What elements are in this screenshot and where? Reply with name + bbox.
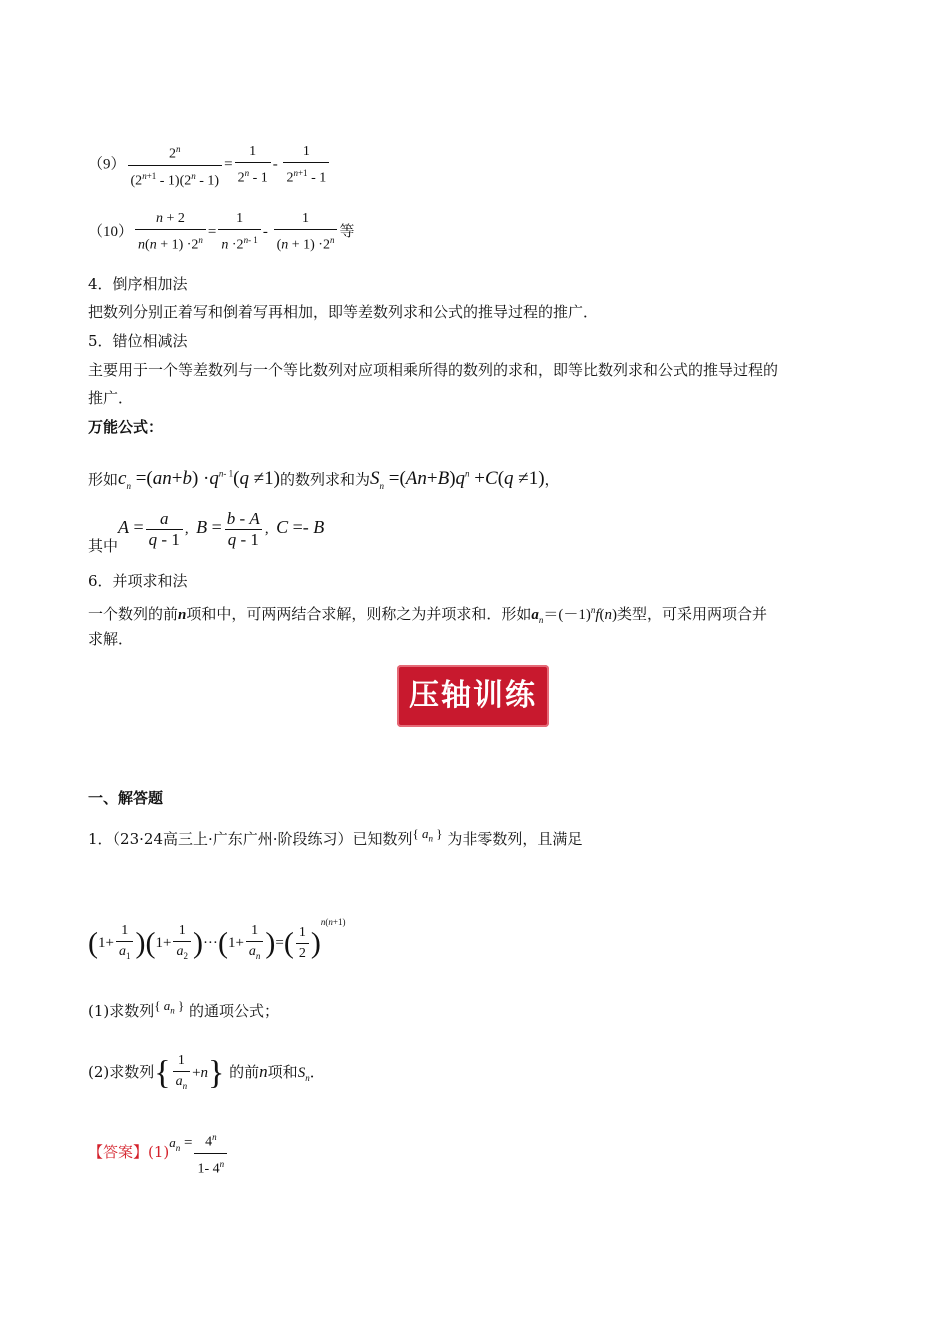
answer-label: 【答案】 (88, 1143, 149, 1162)
part-1: (1)求数列{ $a_n$ } 的通项公式； (88, 998, 280, 1020)
product-equation: (1+ $\frac{1}{a_1}$ )(1+ $\frac{1}{a_2}$ )···(1+ $\frac{1}{a_n}$ )=( $\frac{1}{2}$ )$^{n(n+1)}$ (88, 908, 345, 965)
part-2: (2)求数列{ $\frac{1}{a_n}$ +n} 的前n项和$S_n$． (88, 1052, 325, 1095)
part1-prefix: (1)求数列 (88, 1002, 155, 1020)
universal-formula-title: 万能公式： (88, 418, 164, 436)
section-4-body: 把数列分别正着写和倒着写再相加，即等差数列求和公式的推导过程的推广． (88, 303, 599, 321)
section-6-body-1: 一个数列的前n项和中，可两两结合求解，则称之为并项求和．形如$a_n=(-1)^nf(n)$类型，可采用两项合并 (88, 605, 768, 625)
s6-body-b: 项和中，可两两结合求解，则称之为并项求和．形如 (186, 605, 532, 623)
part2-prefix: (2)求数列 (88, 1062, 155, 1081)
part2-suffix: ． (309, 1062, 325, 1081)
section-stamp: 压轴训练 (397, 665, 549, 727)
section-6-title: 6．并项求和法 (88, 572, 188, 590)
section-6-body-2: 求解． (88, 630, 134, 648)
universal-prefix: 形如 (88, 472, 119, 489)
formula-10-suffix: 等 (339, 223, 355, 240)
formula-9-label: （9） (88, 156, 126, 173)
part1-suffix: 的通项公式； (189, 1002, 280, 1020)
exercise-heading: 一、解答题 (88, 789, 164, 807)
section-4-title: 4．倒序相加法 (88, 275, 188, 293)
s6-body-a: 一个数列的前 (88, 605, 179, 623)
formula-10: （10） $\frac{n + 2}{n(n + 1) \cdot 2^n}$ = $\frac{1}{n \cdot 2^{n- 1}}$ - $\frac{1}{(n + 1) \cdot 2^n}$ 等 (88, 211, 355, 253)
answer-part-label: (1) (148, 1143, 170, 1162)
universal-suffix: ， (544, 472, 560, 489)
answer-line: 【答案】$(1)a_n$ = $\frac{4^n}{1- 4^n}$ (88, 1128, 229, 1178)
section-5-body-1: 主要用于一个等差数列与一个等比数列对应项相乘所得的数列的求和，即等比数列求和公式的推导过程的 (88, 361, 779, 379)
part2-mid2: 项和 (267, 1062, 298, 1081)
q1-prefix: 1．（23·24高三上·广东广州·阶段练习）已知数列 (88, 830, 413, 848)
s6-body-c: 类型，可采用两项合并 (617, 605, 768, 623)
universal-formula-line: 形如$c_n =(an+b) \cdot q^{n- 1}(q \ne 1)$的数列求和为$S_n =(An+B)q^n +C(q \ne 1)$， (88, 468, 560, 492)
q1-suffix: 为非零数列，且满足 (447, 830, 583, 848)
formula-10-label: （10） (88, 223, 134, 240)
where-label: 其中 (88, 538, 119, 555)
section-5-body-2: 推广． (88, 389, 134, 407)
formula-9: （9） $\frac{2^n}{(2^{n+1} - 1)(2^n - 1)}$ = $\frac{1}{2^n - 1}$ - $\frac{1}{2^{n+1} - 1}$ (88, 140, 331, 190)
question-1: 1．（23·24高三上·广东广州·阶段练习）已知数列{ $a_n$ } 为非零数列，且满足 (88, 826, 583, 848)
universal-mid: 的数列求和为 (279, 472, 370, 489)
coefficients-line: 其中A = $\frac{a}{q - 1}$ , B = $\frac{b - A}{q - 1}$ , C =- B (88, 509, 325, 555)
section-5-title: 5．错位相减法 (88, 332, 188, 350)
part2-mid: 的前 (229, 1062, 260, 1081)
